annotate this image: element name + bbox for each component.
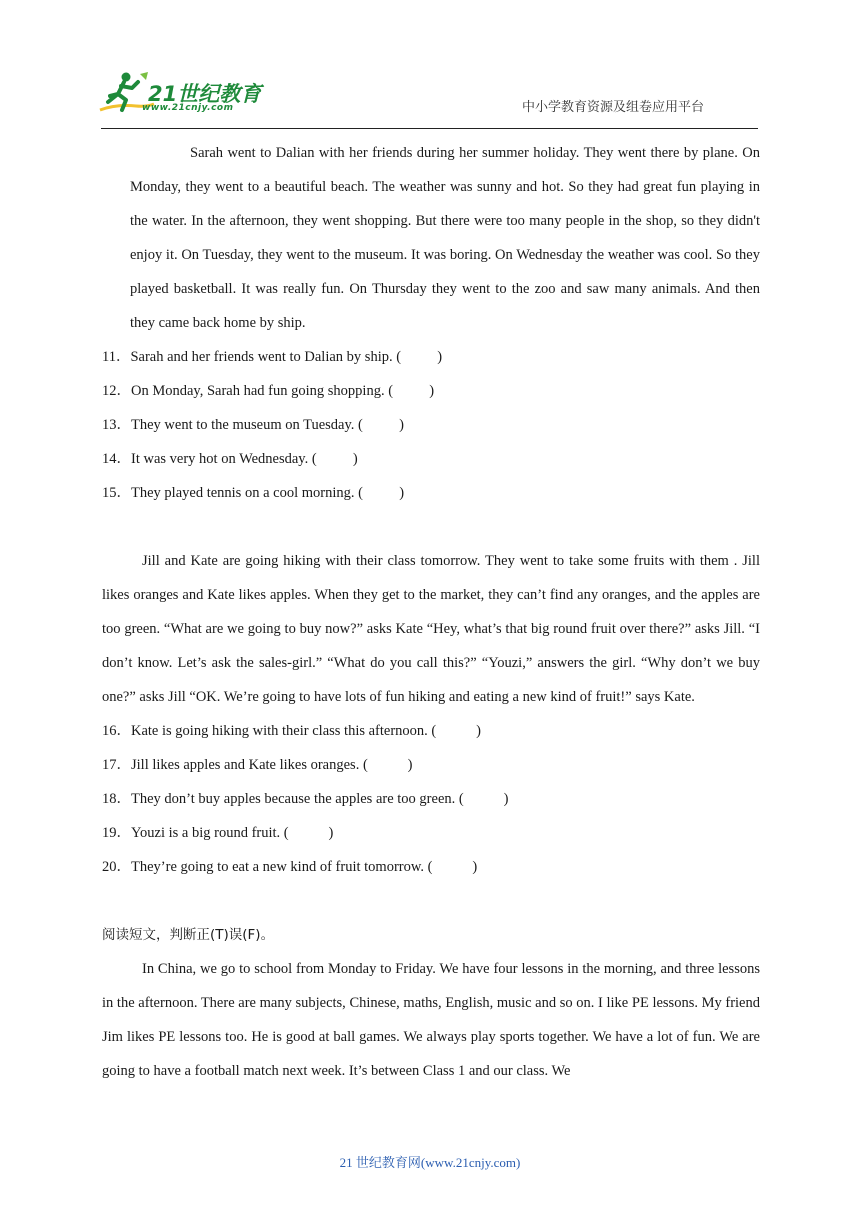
question-12: 12．On Monday, Sarah had fun going shopping. ( ) — [102, 383, 435, 399]
document-body — [102, 136, 760, 1088]
question-13: 13．They went to the museum on Tuesday. ( ) — [102, 417, 404, 433]
question-20: 20．They’re going to eat a new kind of fruit tomorrow. ( ) — [102, 859, 478, 875]
logo — [96, 70, 266, 118]
question-14: 14．It was very hot on Wednesday. ( ) — [102, 451, 358, 467]
question-17: 17．Jill likes apples and Kate likes oranges. ( ) — [102, 757, 413, 773]
platform-title: 中小学教育资源及组卷应用平台 — [522, 100, 705, 115]
question-18: 18．They don’t buy apples because the apples are too green. ( ) — [102, 791, 509, 807]
passage-1: Sarah went to Dalian with her friends during her summer holiday. They went there by plane. On Monday, they went to a beautiful beach. The weather was sunny and hot. So they had great fun playing in the water. In the afternoon, they went shopping. But there were too many people in the shop, so they didn't enjoy it. On Tuesday, they went to the museum. It was boring. On Wednesday the weather was cool. So they played basketball. It was really fun. On Thursday they went to the zoo and saw many animals. And then they came back home by ship. — [130, 145, 760, 331]
page-footer: 21 世纪教育网(www.21cnjy.com) — [339, 1155, 521, 1170]
passage-2: Jill and Kate are going hiking with their class tomorrow. They went to take some fruits with them . Jill likes oranges and Kate likes apples. When they get to the market, they can’t find any oranges, and the apples are too green. “What are we going to buy now?” asks Kate “Hey, what’s that big round fruit over there?” asks Jill. “I don’t know. Let’s ask the sales-girl.” “What do you call this?” “Youzi,” answers the girl. “Why don’t we buy one?” asks Jill “OK. We’re going to have lots of fun hiking and eating a new kind of fruit!” says Kate. — [102, 553, 760, 705]
page-header — [0, 0, 860, 130]
section-instruction: 阅读短文，判断正(T)误(F)。 — [102, 927, 275, 943]
question-19: 19．Youzi is a big round fruit. ( ) — [102, 825, 334, 841]
question-15: 15．They played tennis on a cool morning. ( ) — [102, 485, 405, 501]
logo-url: www.21cnjy.com — [142, 103, 234, 113]
spacer — [102, 884, 760, 918]
header-rule — [101, 128, 758, 129]
spacer — [102, 510, 760, 544]
question-11: 11．Sarah and her friends went to Dalian by ship. ( ) — [102, 349, 443, 365]
passage-3: In China, we go to school from Monday to Friday. We have four lessons in the morning, and three lessons in the afternoon. There are many subjects, Chinese, maths, English, music and so on. I like PE lessons. My friend Jim likes PE lessons too. He is good at ball games. We always play sports together. We have a lot of fun. We are going to have a football match next week. It’s between Class 1 and our class. We — [102, 961, 760, 1079]
question-16: 16．Kate is going hiking with their class this afternoon. ( ) — [102, 723, 481, 739]
logo-text: 21世纪教育 — [148, 82, 262, 106]
